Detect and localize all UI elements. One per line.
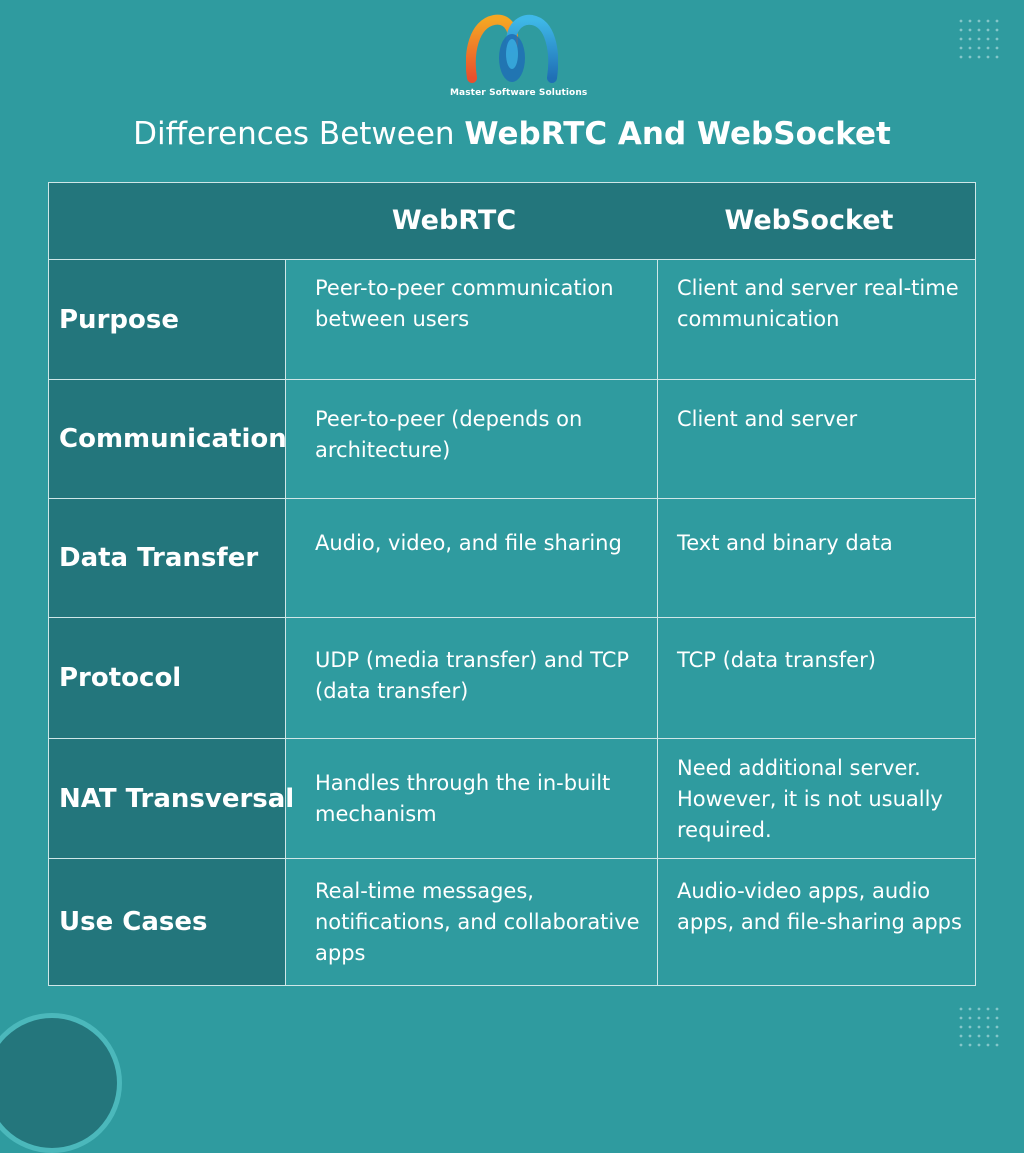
websocket-cell: TCP (data transfer) (677, 648, 876, 672)
dot-grid-decoration (958, 18, 1006, 66)
websocket-cell: Client and server (677, 407, 858, 431)
brand-logo (450, 14, 588, 98)
row-label: Communication (49, 380, 286, 498)
page-title (0, 112, 1024, 156)
table-row (49, 739, 975, 859)
table-row (49, 859, 975, 985)
dot-grid-decoration (958, 1006, 1006, 1048)
column-header-webrtc: WebRTC (391, 205, 517, 236)
table-header-row (49, 183, 975, 260)
webrtc-cell: UDP (media transfer) and TCP (data transfer) (286, 618, 658, 738)
webrtc-cell: Peer-to-peer communication between users (286, 260, 658, 379)
title-bold: WebRTC And WebSocket (464, 116, 891, 152)
table-row (49, 380, 975, 499)
logo-mark-icon (466, 14, 558, 86)
circle-decoration (0, 1013, 122, 1153)
column-header-websocket: WebSocket (724, 205, 894, 236)
webrtc-cell: Peer-to-peer (depends on architecture) (286, 380, 658, 498)
row-label: Use Cases (49, 859, 286, 985)
title-light: Differences Between (133, 116, 465, 152)
row-label: Data Transfer (49, 499, 286, 617)
table-row (49, 618, 975, 739)
webrtc-cell: Audio, video, and file sharing (286, 499, 658, 617)
webrtc-cell: Handles through the in-built mechanism (286, 739, 658, 858)
row-label: Protocol (49, 618, 286, 738)
websocket-cell: Need additional server. However, it is not usually required. (677, 756, 943, 842)
row-label: Purpose (49, 260, 286, 379)
webrtc-cell: Real-time messages, notifications, and collaborative apps (286, 859, 658, 985)
websocket-cell: Text and binary data (677, 531, 893, 555)
table-row (49, 499, 975, 618)
row-label: NAT Transversal (49, 739, 286, 858)
table-row (49, 260, 975, 380)
comparison-table (48, 182, 976, 986)
websocket-cell: Client and server real-time communication (677, 276, 959, 331)
brand-name: Master Software Solutions (450, 88, 588, 98)
websocket-cell: Audio-video apps, audio apps, and file-sharing apps (677, 879, 962, 934)
